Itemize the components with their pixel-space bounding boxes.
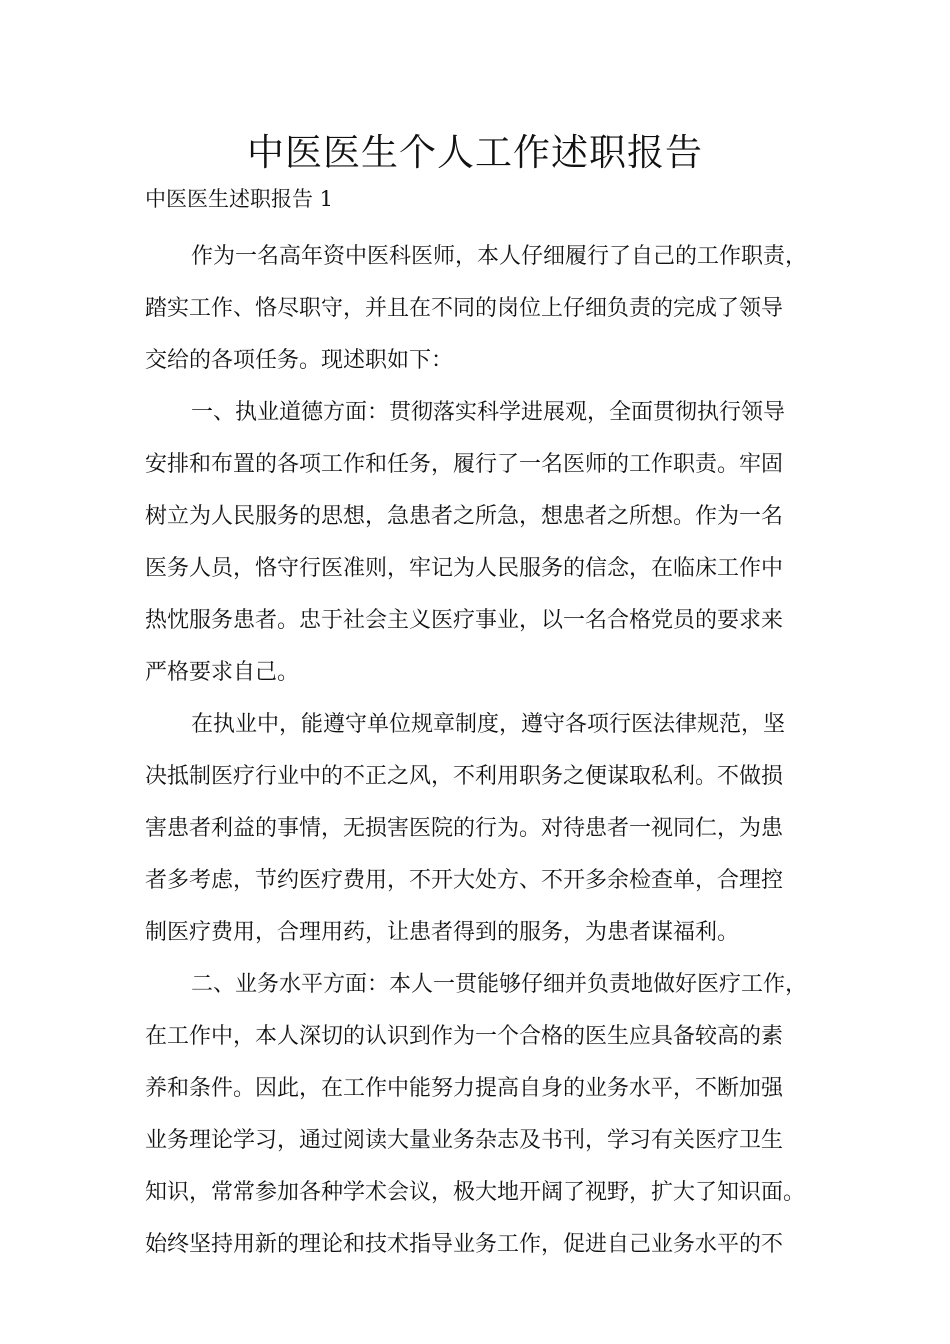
text-line: 严格要求自己。 [145, 660, 300, 685]
body-text [145, 231, 835, 1271]
text-line: 医务人员，恪守行医准则，牢记为人民服务的信念，在临床工作中 [145, 556, 784, 581]
text-line: 养和条件。因此，在工作中能努力提高自身的业务水平，不断加强 [145, 1076, 784, 1101]
text-line: 作为一名高年资中医科医师，本人仔细履行了自己的工作职责， [191, 244, 808, 269]
text-line: 制医疗费用，合理用药，让患者得到的服务，为患者谋福利。 [145, 920, 740, 945]
text-line: 热忱服务患者。忠于社会主义医疗事业，以一名合格党员的要求来 [145, 608, 784, 633]
text-line: 者多考虑，节约医疗费用，不开大处方、不开多余检查单，合理控 [145, 868, 784, 893]
text-line: 在工作中，本人深切的认识到作为一个合格的医生应具备较高的素 [145, 1024, 784, 1049]
text-line: 树立为人民服务的思想，急患者之所急，想患者之所想。作为一名 [145, 504, 784, 529]
text-line: 在执业中，能遵守单位规章制度，遵守各项行医法律规范，坚 [191, 712, 786, 737]
text-line: 安排和布置的各项工作和任务，履行了一名医师的工作职责。牢固 [145, 452, 784, 477]
text-line: 始终坚持用新的理论和技术指导业务工作，促进自己业务水平的不 [145, 1232, 784, 1257]
document-title: 中医医生个人工作述职报告 [247, 131, 703, 174]
text-line: 业务理论学习，通过阅读大量业务杂志及书刊，学习有关医疗卫生 [145, 1128, 784, 1153]
text-line: 决抵制医疗行业中的不正之风，不利用职务之便谋取私利。不做损 [145, 764, 784, 789]
text-line: 踏实工作、恪尽职守，并且在不同的岗位上仔细负责的完成了领导 [145, 296, 784, 321]
text-line: 一、执业道德方面：贯彻落实科学进展观，全面贯彻执行领导 [191, 400, 786, 425]
text-line: 知识，常常参加各种学术会议，极大地开阔了视野，扩大了知识面。 [145, 1180, 806, 1205]
section-heading: 中医医生述职报告 1 [145, 187, 334, 211]
text-line: 害患者利益的事情，无损害医院的行为。对待患者一视同仁，为患 [145, 816, 784, 841]
text-line: 交给的各项任务。现述职如下： [145, 348, 454, 373]
text-line: 二、业务水平方面：本人一贯能够仔细并负责地做好医疗工作， [191, 972, 808, 997]
